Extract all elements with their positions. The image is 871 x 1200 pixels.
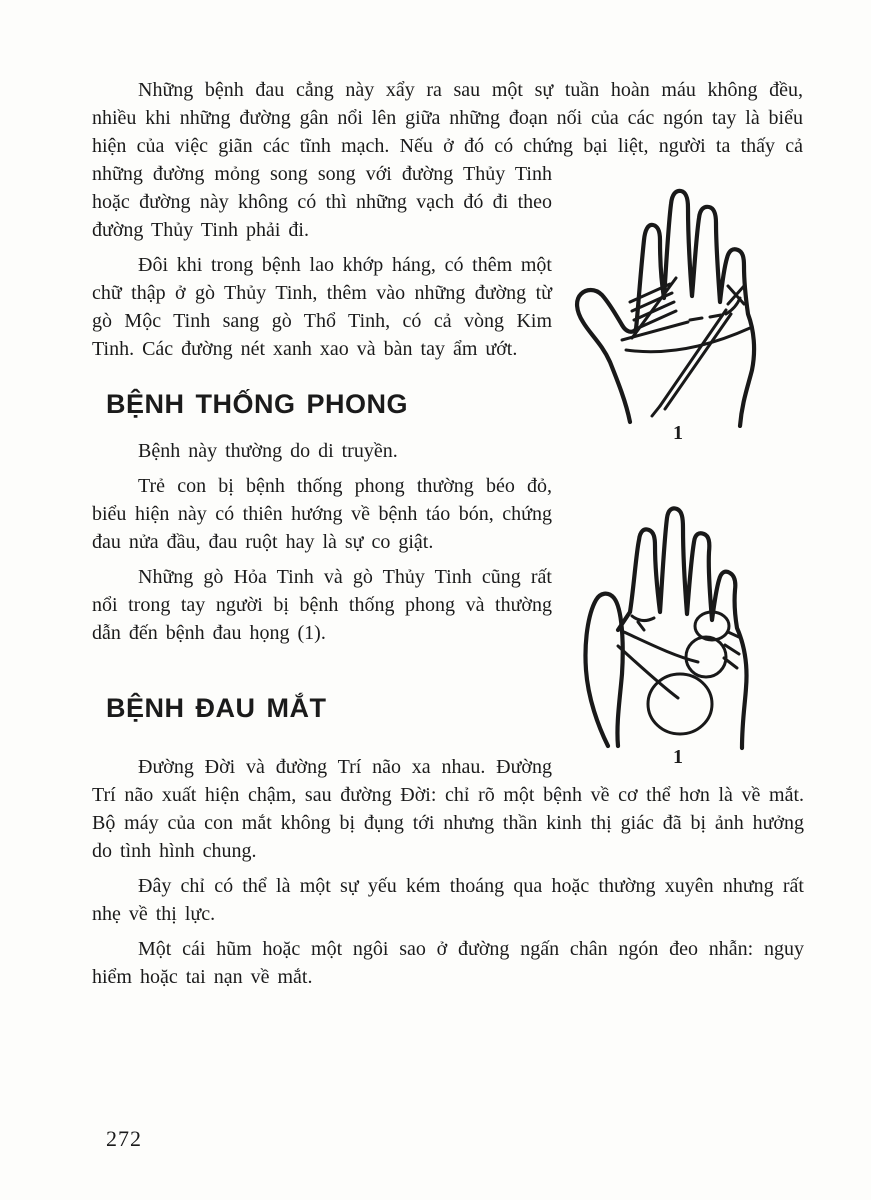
body-paragraph-eye-1: Đường Đời và đường Trí não xa nhau. Đường Trí não xuất hiện chậm, sau đường Đời: chỉ rõ một bệnh về cơ thể hơn là về mắt. Bộ máy của con mắt không bị đụng tới nhưng thần kinh thị giác đã bị ảnh hưởng do tình hình chung. (92, 756, 804, 862)
page-content (92, 76, 804, 998)
figure-caption: 1 (673, 746, 683, 768)
palm-diagram-cross-lines-icon (564, 176, 792, 428)
body-paragraph-gout-3: Những gò Hỏa Tinh và gò Thủy Tinh cũng rất nổi trong tay người bị bệnh thống phong và thường dẫn đến bệnh đau họng (1). (92, 566, 552, 644)
figure-caption: 1 (673, 422, 683, 444)
section-heading-eye-disease: BỆNH ĐAU MẮT (106, 693, 327, 723)
body-paragraph-calf-disease-1: Những bệnh đau cẳng này xẩy ra sau một sự tuần hoàn máu không đều, nhiều khi những đường gân nổi lên giữa những đoạn nối của các ngón tay là biểu hiện của việc giãn các tĩnh mạch. Nếu ở đó có chứng bại liệt, người ta thấy cả những đường mỏng song song với đường Thủy Tinh hoặc đường này không có thì những vạch đó đi theo đường Thủy Tinh phải đi. (92, 79, 803, 241)
figure-top-spacer (803, 76, 804, 176)
body-paragraph-calf-disease-2: Đôi khi trong bệnh lao khớp háng, có thêm một chữ thập ở gò Thủy Tinh, thêm vào những đường từ gò Mộc Tinh sang gò Thổ Tinh, có cả vòng Kim Tinh. Các đường nét xanh xao và bàn tay ẩm ướt. (92, 254, 552, 360)
section-heading-gout: BỆNH THỐNG PHONG (106, 389, 409, 419)
body-paragraph-gout-2: Trẻ con bị bệnh thống phong thường béo đỏ, biểu hiện này có thiên hướng về bệnh táo bón, chứng đau nửa đầu, đau ruột hay là sự co giật. (92, 475, 552, 553)
figure-1 (552, 176, 804, 444)
page-number: 272 (106, 1126, 142, 1151)
body-paragraph-eye-3: Một cái hũm hoặc một ngôi sao ở đường ngấn chân ngón đeo nhẫn: nguy hiểm hoặc tai nạn về mắt. (92, 938, 804, 988)
palm-diagram-mounts-circles-icon (562, 502, 794, 752)
body-paragraph-gout-1: Bệnh này thường do di truyền. (138, 440, 398, 462)
body-paragraph-eye-2: Đây chỉ có thể là một sự yếu kém thoáng qua hoặc thường xuyên nhưng rất nhẹ về thị lực. (92, 875, 804, 925)
figure-2 (552, 502, 804, 768)
